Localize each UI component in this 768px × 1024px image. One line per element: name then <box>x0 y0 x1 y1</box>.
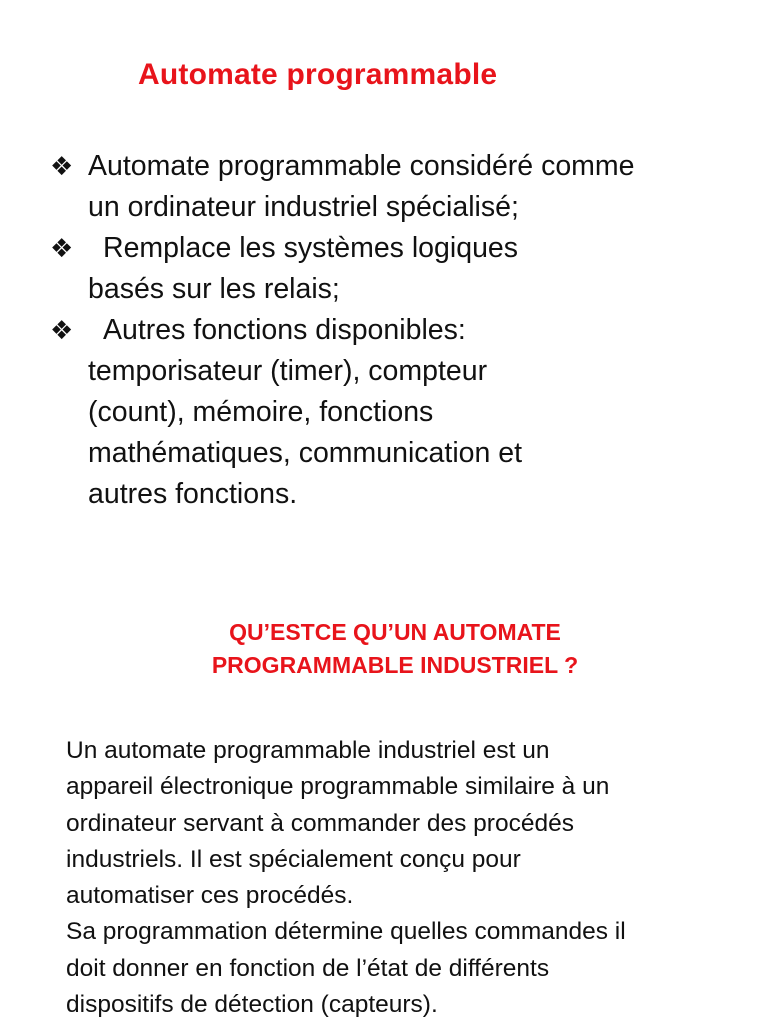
bullet-line: Autres fonctions disponibles: <box>103 314 466 346</box>
bullet-line: Remplace les systèmes logiques <box>103 232 519 264</box>
bullet-line: (count), mémoire, fonctions <box>88 396 434 428</box>
paragraph-line: doit donner en fonction de l’état de différents <box>66 954 550 982</box>
diamond-bullet-icon: ❖ <box>50 315 74 345</box>
paragraph-line: dispositifs de détection (capteurs). <box>66 991 438 1019</box>
section-heading-line: QU’ESTCE QU’UN AUTOMATE <box>229 619 561 645</box>
definition-paragraph <box>66 733 756 1023</box>
paragraph-line: ordinateur servant à commander des procédés <box>66 809 574 837</box>
paragraph-line: industriels. Il est spécialement conçu pour <box>66 845 521 873</box>
bullet-line: temporisateur (timer), compteur <box>88 355 488 387</box>
diamond-bullet-icon: ❖ <box>50 151 74 181</box>
paragraph-line: Sa programmation détermine quelles commandes il <box>66 918 626 946</box>
bullet-line: mathématiques, communication et <box>88 437 523 469</box>
bullet-line: Automate programmable considéré comme <box>88 150 635 182</box>
bullet-line: autres fonctions. <box>88 478 298 510</box>
paragraph-line: automatiser ces procédés. <box>66 882 354 910</box>
section-heading <box>0 616 768 682</box>
bullet-item-definition <box>50 146 750 228</box>
paragraph-line: appareil électronique programmable similaire à un <box>66 773 610 801</box>
section-heading-line: PROGRAMMABLE INDUSTRIEL ? <box>211 652 579 678</box>
diamond-bullet-icon: ❖ <box>50 233 74 263</box>
bullet-line: un ordinateur industriel spécialisé; <box>88 191 519 223</box>
bullet-list <box>50 146 750 515</box>
bullet-line: basés sur les relais; <box>88 273 340 305</box>
bullet-item-replacement <box>50 228 750 310</box>
bullet-item-functions <box>50 310 750 515</box>
paragraph-line: Un automate programmable industriel est un <box>66 737 550 764</box>
page-title: Automate programmable <box>138 58 498 91</box>
